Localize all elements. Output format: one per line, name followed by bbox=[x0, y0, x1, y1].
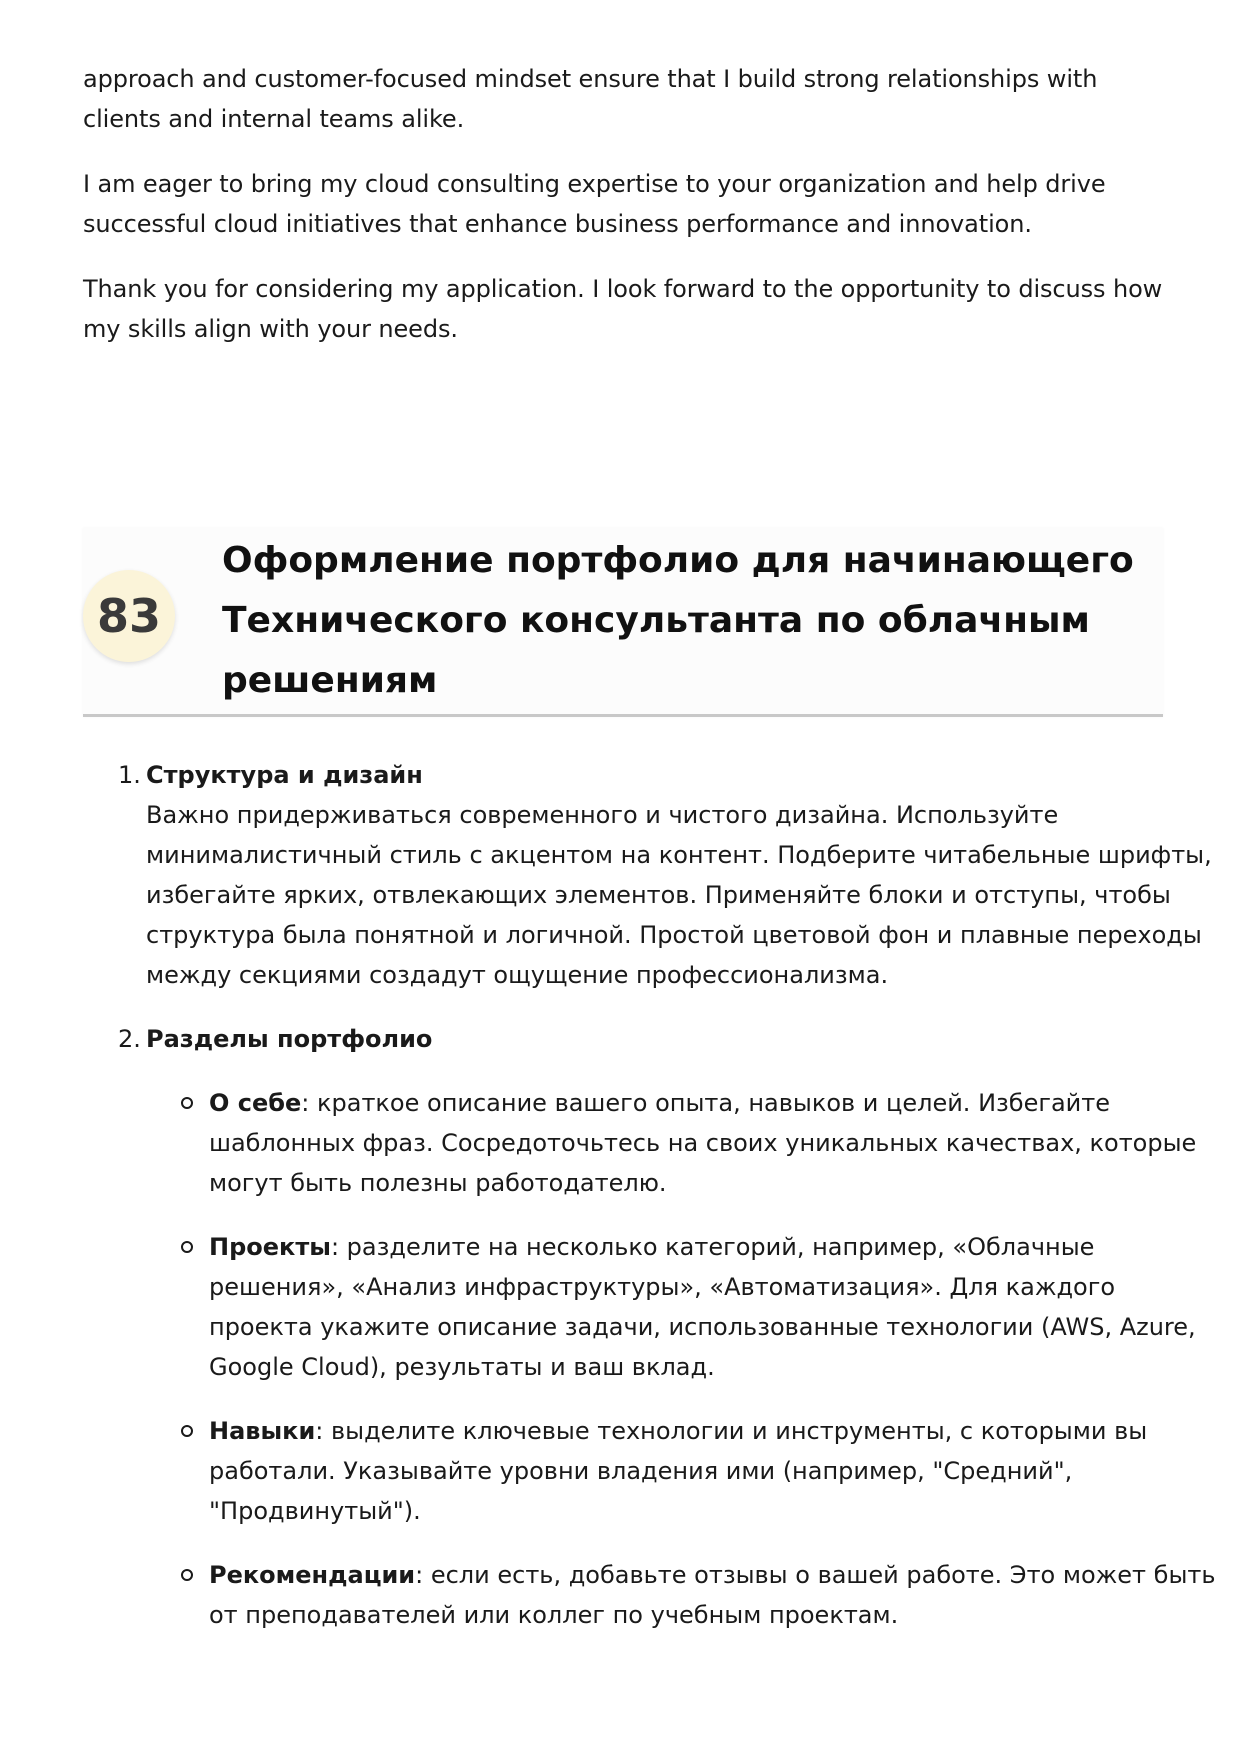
circle-bullet-icon bbox=[181, 1425, 193, 1437]
bullet-text: : выделите ключевые технологии и инструменты, с которыми вы работали. Указывайте уровни владения ими (например, "Средний", "Продвинутый"). bbox=[209, 1417, 1148, 1525]
circle-bullet-icon bbox=[181, 1097, 193, 1109]
section-number-badge: 83 bbox=[83, 570, 175, 662]
list-item-heading: Структура и дизайн bbox=[146, 761, 423, 789]
bullet-item bbox=[209, 1083, 1226, 1203]
circle-bullet-icon bbox=[181, 1569, 193, 1581]
bullet-term: Навыки bbox=[209, 1417, 316, 1445]
bullet-item bbox=[209, 1555, 1226, 1635]
bullet-text: : краткое описание вашего опыта, навыков и целей. Избегайте шаблонных фраз. Сосредоточьтесь на своих уникальных качествах, которые могут быть полезны работодателю. bbox=[209, 1089, 1197, 1197]
bullet-term: О себе bbox=[209, 1089, 302, 1117]
list-item-body: Важно придерживаться современного и чистого дизайна. Используйте минималистичный стиль с акцентом на контент. Подберите читабельные шрифты, избегайте ярких, отвлекающих элементов. Применяйте блоки и отступы, чтобы структура была понятной и логичной. Простой цветовой фон и плавные переходы между секциями создадут ощущение профессионализма. bbox=[146, 801, 1212, 989]
circle-bullet-icon bbox=[181, 1241, 193, 1253]
section-title: Оформление портфолио для начинающего Технического консультанта по облачным решениям bbox=[222, 540, 1134, 701]
intro-paragraph: I am eager to bring my cloud consulting expertise to your organization and help drive successful cloud initiatives that enhance business performance and innovation. bbox=[83, 170, 1106, 238]
list-item-heading: Разделы портфолио bbox=[146, 1025, 433, 1053]
bullet-item bbox=[209, 1411, 1226, 1531]
intro-paragraph: Thank you for considering my application. I look forward to the opportunity to discuss how my skills align with your needs. bbox=[83, 275, 1163, 343]
bullet-list bbox=[146, 1083, 1226, 1635]
bullet-term: Рекомендации bbox=[209, 1561, 416, 1589]
list-item bbox=[118, 755, 1226, 995]
bullet-text: : если есть, добавьте отзывы о вашей работе. Это может быть от преподавателей или коллег по учебным проектам. bbox=[209, 1561, 1216, 1629]
list-item bbox=[118, 1019, 1226, 1635]
list-item-number: 2. bbox=[118, 1025, 141, 1053]
list-item-number: 1. bbox=[118, 761, 141, 789]
section-header bbox=[83, 528, 1163, 717]
bullet-term: Проекты bbox=[209, 1233, 331, 1261]
numbered-list bbox=[83, 755, 1226, 1659]
intro-paragraph: approach and customer-focused mindset ensure that I build strong relationships with clients and internal teams alike. bbox=[83, 65, 1098, 133]
bullet-text: : разделите на несколько категорий, например, «Облачные решения», «Анализ инфраструктуры», «Автоматизация». Для каждого проекта укажите описание задачи, использованные технологии (AWS, Azure, Google Cloud), результаты и ваш вклад. bbox=[209, 1233, 1196, 1381]
bullet-item bbox=[209, 1227, 1226, 1387]
